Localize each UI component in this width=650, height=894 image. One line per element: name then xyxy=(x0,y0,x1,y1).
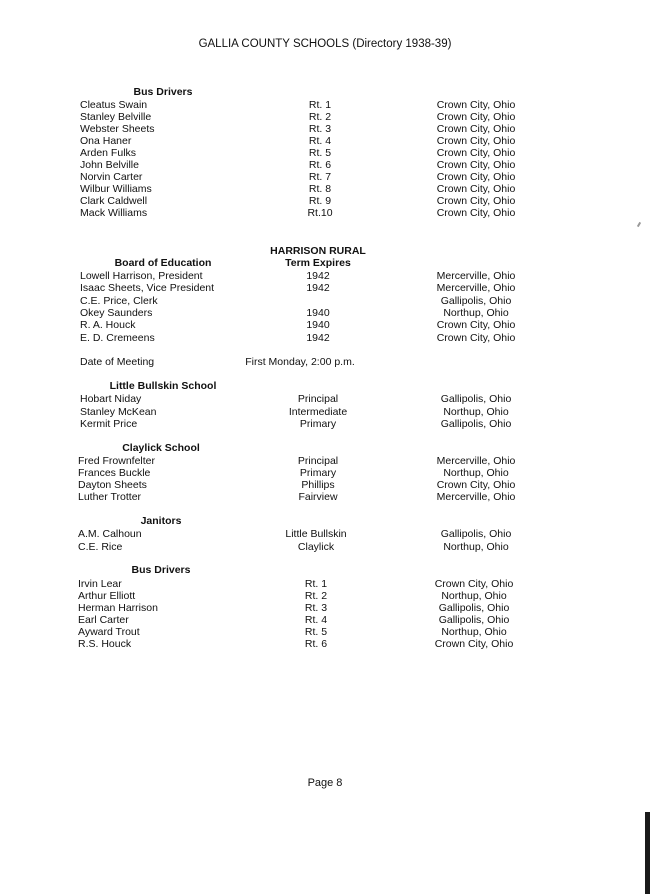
driver-name: Cleatus Swain xyxy=(80,99,148,111)
driver-name: R.S. Houck xyxy=(78,638,132,650)
driver-city: Gallipolis, Ohio xyxy=(438,614,510,626)
teacher-name: Fred Frownfelter xyxy=(78,455,156,467)
board-member-city: Mercerville, Ohio xyxy=(436,270,516,282)
school-heading: Little Bullskin School xyxy=(109,380,217,392)
driver-route: Rt. 4 xyxy=(304,614,328,626)
table-row xyxy=(0,332,650,344)
page-title: GALLIA COUNTY SCHOOLS (Directory 1938-39) xyxy=(198,38,452,50)
driver-name: Wilbur Williams xyxy=(80,183,152,195)
board-member-name: Lowell Harrison, President xyxy=(80,270,203,282)
driver-route: Rt. 1 xyxy=(308,99,332,111)
teacher-role: Primary xyxy=(299,467,337,479)
driver-city: Crown City, Ohio xyxy=(434,578,514,590)
table-row xyxy=(0,135,650,147)
driver-city: Crown City, Ohio xyxy=(436,99,516,111)
teacher-name: Kermit Price xyxy=(80,418,138,430)
driver-route: Rt. 5 xyxy=(308,147,332,159)
teacher-name: Hobart Niday xyxy=(80,393,142,405)
table-row xyxy=(0,183,650,195)
driver-name: Ayward Trout xyxy=(78,626,140,638)
driver-city: Crown City, Ohio xyxy=(436,147,516,159)
school-heading: Claylick School xyxy=(122,442,200,454)
driver-route: Rt. 2 xyxy=(308,111,332,123)
driver-city: Crown City, Ohio xyxy=(436,159,516,171)
driver-name: Clark Caldwell xyxy=(80,195,148,207)
driver-name: Arthur Elliott xyxy=(78,590,136,602)
driver-city: Crown City, Ohio xyxy=(436,123,516,135)
meeting-value: First Monday, 2:00 p.m. xyxy=(245,356,355,368)
table-row xyxy=(0,578,650,590)
driver-name: Arden Fulks xyxy=(80,147,137,159)
table-row xyxy=(0,491,650,503)
board-member-city: Mercerville, Ohio xyxy=(436,282,516,294)
district-title: HARRISON RURAL xyxy=(270,245,366,257)
teacher-role: Phillips xyxy=(301,479,335,491)
board-member-term: 1942 xyxy=(306,270,330,282)
driver-name: Webster Sheets xyxy=(80,123,155,135)
driver-city: Crown City, Ohio xyxy=(436,207,516,219)
board-member-name: Okey Saunders xyxy=(80,307,153,319)
driver-city: Northup, Ohio xyxy=(441,590,507,602)
table-row xyxy=(0,270,650,282)
table-row xyxy=(0,111,650,123)
scan-edge-bar xyxy=(645,812,650,894)
table-row xyxy=(0,467,650,479)
driver-route: Rt. 2 xyxy=(304,590,328,602)
driver-city: Crown City, Ohio xyxy=(436,135,516,147)
board-member-city: Gallipolis, Ohio xyxy=(440,295,512,307)
table-row xyxy=(0,638,650,650)
janitors-heading: Janitors xyxy=(140,515,182,527)
teacher-city: Gallipolis, Ohio xyxy=(440,418,512,430)
janitor-city: Gallipolis, Ohio xyxy=(440,528,512,540)
driver-route: Rt. 1 xyxy=(304,578,328,590)
janitor-school: Little Bullskin xyxy=(285,528,347,540)
meeting-row xyxy=(0,356,650,368)
driver-name: Ona Haner xyxy=(80,135,132,147)
teacher-role: Primary xyxy=(299,418,337,430)
board-member-city: Crown City, Ohio xyxy=(436,332,516,344)
teacher-city: Northup, Ohio xyxy=(443,467,509,479)
driver-name: Irvin Lear xyxy=(78,578,122,590)
bus-drivers-heading: Bus Drivers xyxy=(133,86,193,98)
teacher-role: Principal xyxy=(297,393,339,405)
board-heading: Board of Education xyxy=(114,257,212,269)
driver-route: Rt. 7 xyxy=(308,171,332,183)
board-member-term: 1940 xyxy=(306,319,330,331)
teacher-city: Northup, Ohio xyxy=(443,406,509,418)
driver-route: Rt. 4 xyxy=(308,135,332,147)
driver-route: Rt. 5 xyxy=(304,626,328,638)
table-row xyxy=(0,99,650,111)
bus-drivers-heading: Bus Drivers xyxy=(131,564,191,576)
board-member-name: R. A. Houck xyxy=(80,319,136,331)
board-member-term: 1940 xyxy=(306,307,330,319)
table-row xyxy=(0,123,650,135)
table-row xyxy=(0,295,650,307)
teacher-city: Mercerville, Ohio xyxy=(436,455,516,467)
table-row xyxy=(0,614,650,626)
teacher-city: Mercerville, Ohio xyxy=(436,491,516,503)
table-row xyxy=(0,406,650,418)
table-row xyxy=(0,626,650,638)
table-row xyxy=(0,393,650,405)
driver-name: Mack Williams xyxy=(80,207,148,219)
driver-route: Rt.10 xyxy=(307,207,333,219)
driver-route: Rt. 3 xyxy=(308,123,332,135)
board-member-name: Isaac Sheets, Vice President xyxy=(80,282,215,294)
driver-route: Rt. 6 xyxy=(308,159,332,171)
table-row xyxy=(0,590,650,602)
table-row xyxy=(0,171,650,183)
teacher-name: Stanley McKean xyxy=(80,406,157,418)
driver-route: Rt. 8 xyxy=(308,183,332,195)
table-row xyxy=(0,159,650,171)
scan-speck xyxy=(637,222,641,227)
table-row xyxy=(0,455,650,467)
driver-city: Crown City, Ohio xyxy=(434,638,514,650)
term-heading: Term Expires xyxy=(285,257,351,269)
page-number: Page 8 xyxy=(307,777,343,789)
driver-city: Gallipolis, Ohio xyxy=(438,602,510,614)
teacher-name: Dayton Sheets xyxy=(78,479,147,491)
driver-name: Herman Harrison xyxy=(78,602,158,614)
driver-name: Norvin Carter xyxy=(80,171,143,183)
table-row xyxy=(0,541,650,553)
driver-name: Stanley Belville xyxy=(80,111,152,123)
teacher-name: Frances Buckle xyxy=(78,467,151,479)
driver-route: Rt. 3 xyxy=(304,602,328,614)
driver-city: Northup, Ohio xyxy=(441,626,507,638)
driver-city: Crown City, Ohio xyxy=(436,195,516,207)
table-row xyxy=(0,602,650,614)
teacher-city: Crown City, Ohio xyxy=(436,479,516,491)
teacher-role: Fairview xyxy=(298,491,338,503)
table-row xyxy=(0,418,650,430)
table-row xyxy=(0,282,650,294)
board-member-term: 1942 xyxy=(306,282,330,294)
table-row xyxy=(0,207,650,219)
table-row xyxy=(0,319,650,331)
janitor-name: C.E. Rice xyxy=(78,541,123,553)
driver-name: Earl Carter xyxy=(78,614,129,626)
meeting-label: Date of Meeting xyxy=(80,356,155,368)
driver-route: Rt. 6 xyxy=(304,638,328,650)
board-member-city: Crown City, Ohio xyxy=(436,319,516,331)
teacher-name: Luther Trotter xyxy=(78,491,142,503)
driver-city: Crown City, Ohio xyxy=(436,183,516,195)
table-row xyxy=(0,528,650,540)
board-member-name: C.E. Price, Clerk xyxy=(80,295,158,307)
teacher-role: Intermediate xyxy=(288,406,348,418)
driver-city: Crown City, Ohio xyxy=(436,111,516,123)
board-member-term: 1942 xyxy=(306,332,330,344)
driver-name: John Belville xyxy=(80,159,139,171)
janitor-school: Claylick xyxy=(297,541,335,553)
board-member-name: E. D. Cremeens xyxy=(80,332,155,344)
driver-route: Rt. 9 xyxy=(308,195,332,207)
driver-city: Crown City, Ohio xyxy=(436,171,516,183)
table-row xyxy=(0,195,650,207)
teacher-role: Principal xyxy=(297,455,339,467)
janitor-name: A.M. Calhoun xyxy=(78,528,142,540)
board-member-city: Northup, Ohio xyxy=(443,307,509,319)
table-row xyxy=(0,307,650,319)
table-row xyxy=(0,479,650,491)
teacher-city: Gallipolis, Ohio xyxy=(440,393,512,405)
table-row xyxy=(0,147,650,159)
janitor-city: Northup, Ohio xyxy=(443,541,509,553)
